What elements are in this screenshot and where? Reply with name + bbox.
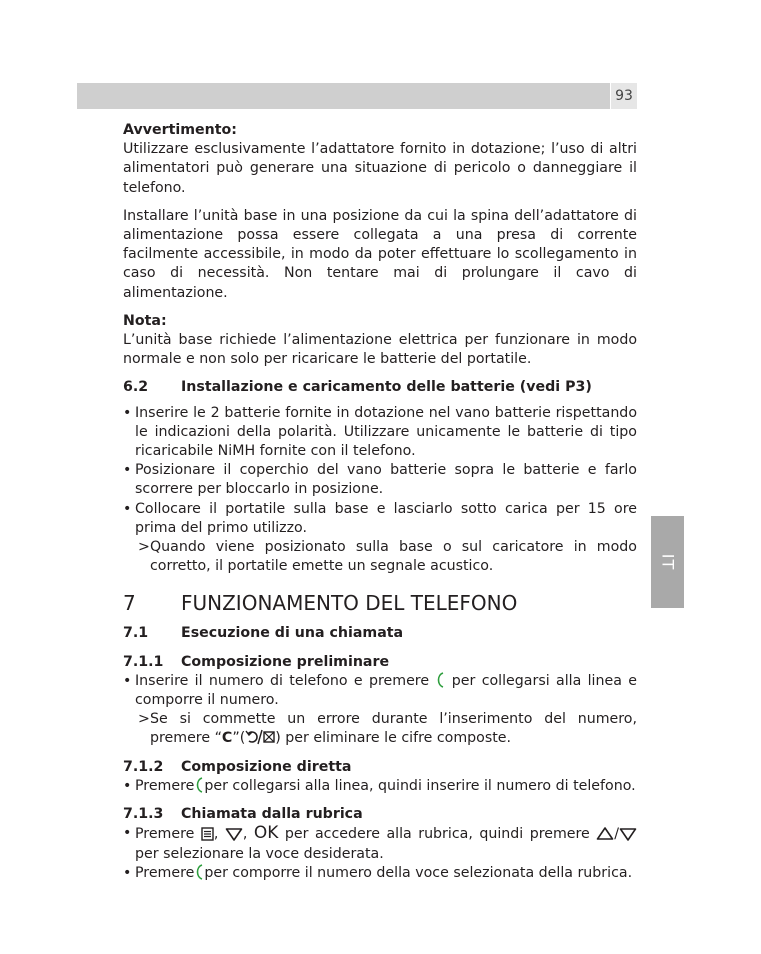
chapter-title: FUNZIONAMENTO DEL TELEFONO [181,591,518,616]
list-item: • Premere , , OK per accedere alla rubrica, quindi premere / per selezionare la voce desiderata. [123,824,637,863]
language-tab [651,516,684,608]
install-paragraph: Installare l’unità base in una posizione da cui la spina dell’adattatore di alimentazione possa essere collegata a una presa di corrente facilmente accessibile, in modo da poter effettuare lo scollegamento in caso di necessità. Non tentare mai di prolungare il cavo di alimentazione. [123,207,637,301]
chapter-7-heading [123,590,637,616]
header-band [77,83,610,109]
warning-text: Utilizzare esclusivamente l’adattatore fornito in dotazione; l’uso di altri alimentatori può generare una situazione di pericolo o danneggiare il telefono. [123,141,637,196]
list-item: • Premere per comporre il numero della voce selezionata della rubrica. [123,864,633,881]
menu-icon [201,827,214,841]
back-delete-icon [245,729,275,745]
list-item: • Inserire le 2 batterie fornite in dotazione nel vano batterie rispettando le indicazioni della polarità. Utilizzare unicamente le batterie di tipo ricaricabile NiMH fornite con il telefono. [123,404,637,460]
list-item: • Premere per collegarsi alla linea, quindi inserire il numero di telefono. [123,777,636,794]
sub-item: > Quando viene posizionato sulla base o sul caricatore in modo corretto, il portatile emette un segnale acustico. [138,539,637,575]
language-tab-label: IT [658,553,677,571]
down-icon [225,827,243,841]
section-7-1-1-heading: 7.1.1 Composizione preliminare [123,653,390,670]
section-number: 6.2 [123,379,149,396]
section-title: Installazione e caricamento delle batterie (vedi P3) [181,379,592,396]
section-7-1-2-heading: 7.1.2 Composizione diretta [123,758,352,775]
chapter-number: 7 [123,591,136,616]
up-icon [596,827,614,841]
section-6-2-heading [123,378,637,397]
note-text: L’unità base richiede l’alimentazione elettrica per funzionare in modo normale e non solo per ricaricare le batterie del portatile. [123,332,637,368]
section-7-1-heading: 7.1 Esecuzione di una chiamata [123,625,404,642]
call-icon [194,864,204,880]
warning-title: Avvertimento: [123,122,237,138]
c-key: C [221,730,233,747]
call-icon [435,672,445,688]
down-icon [619,827,637,841]
section-7-1-3-heading: 7.1.3 Chiamata dalla rubrica [123,806,363,823]
call-icon [194,777,204,793]
page-content [123,121,637,883]
list-item: • Inserire il numero di telefono e premere per collegarsi alla linea e comporre il numero. [123,672,637,709]
list-item: • Collocare il portatile sulla base e lasciarlo sotto carica per 15 ore prima del primo utilizzo. [123,500,637,536]
sub-item: > Se si commette un errore durante l’inserimento del numero, premere “C”( ) per eliminare le cifre composte. [138,711,637,747]
note-title: Nota: [123,312,167,329]
ok-key: OK [253,823,279,844]
list-item: • Posizionare il coperchio del vano batterie sopra le batterie e farlo scorrere per bloccarlo in posizione. [123,462,637,498]
page-number: 93 [611,83,637,109]
